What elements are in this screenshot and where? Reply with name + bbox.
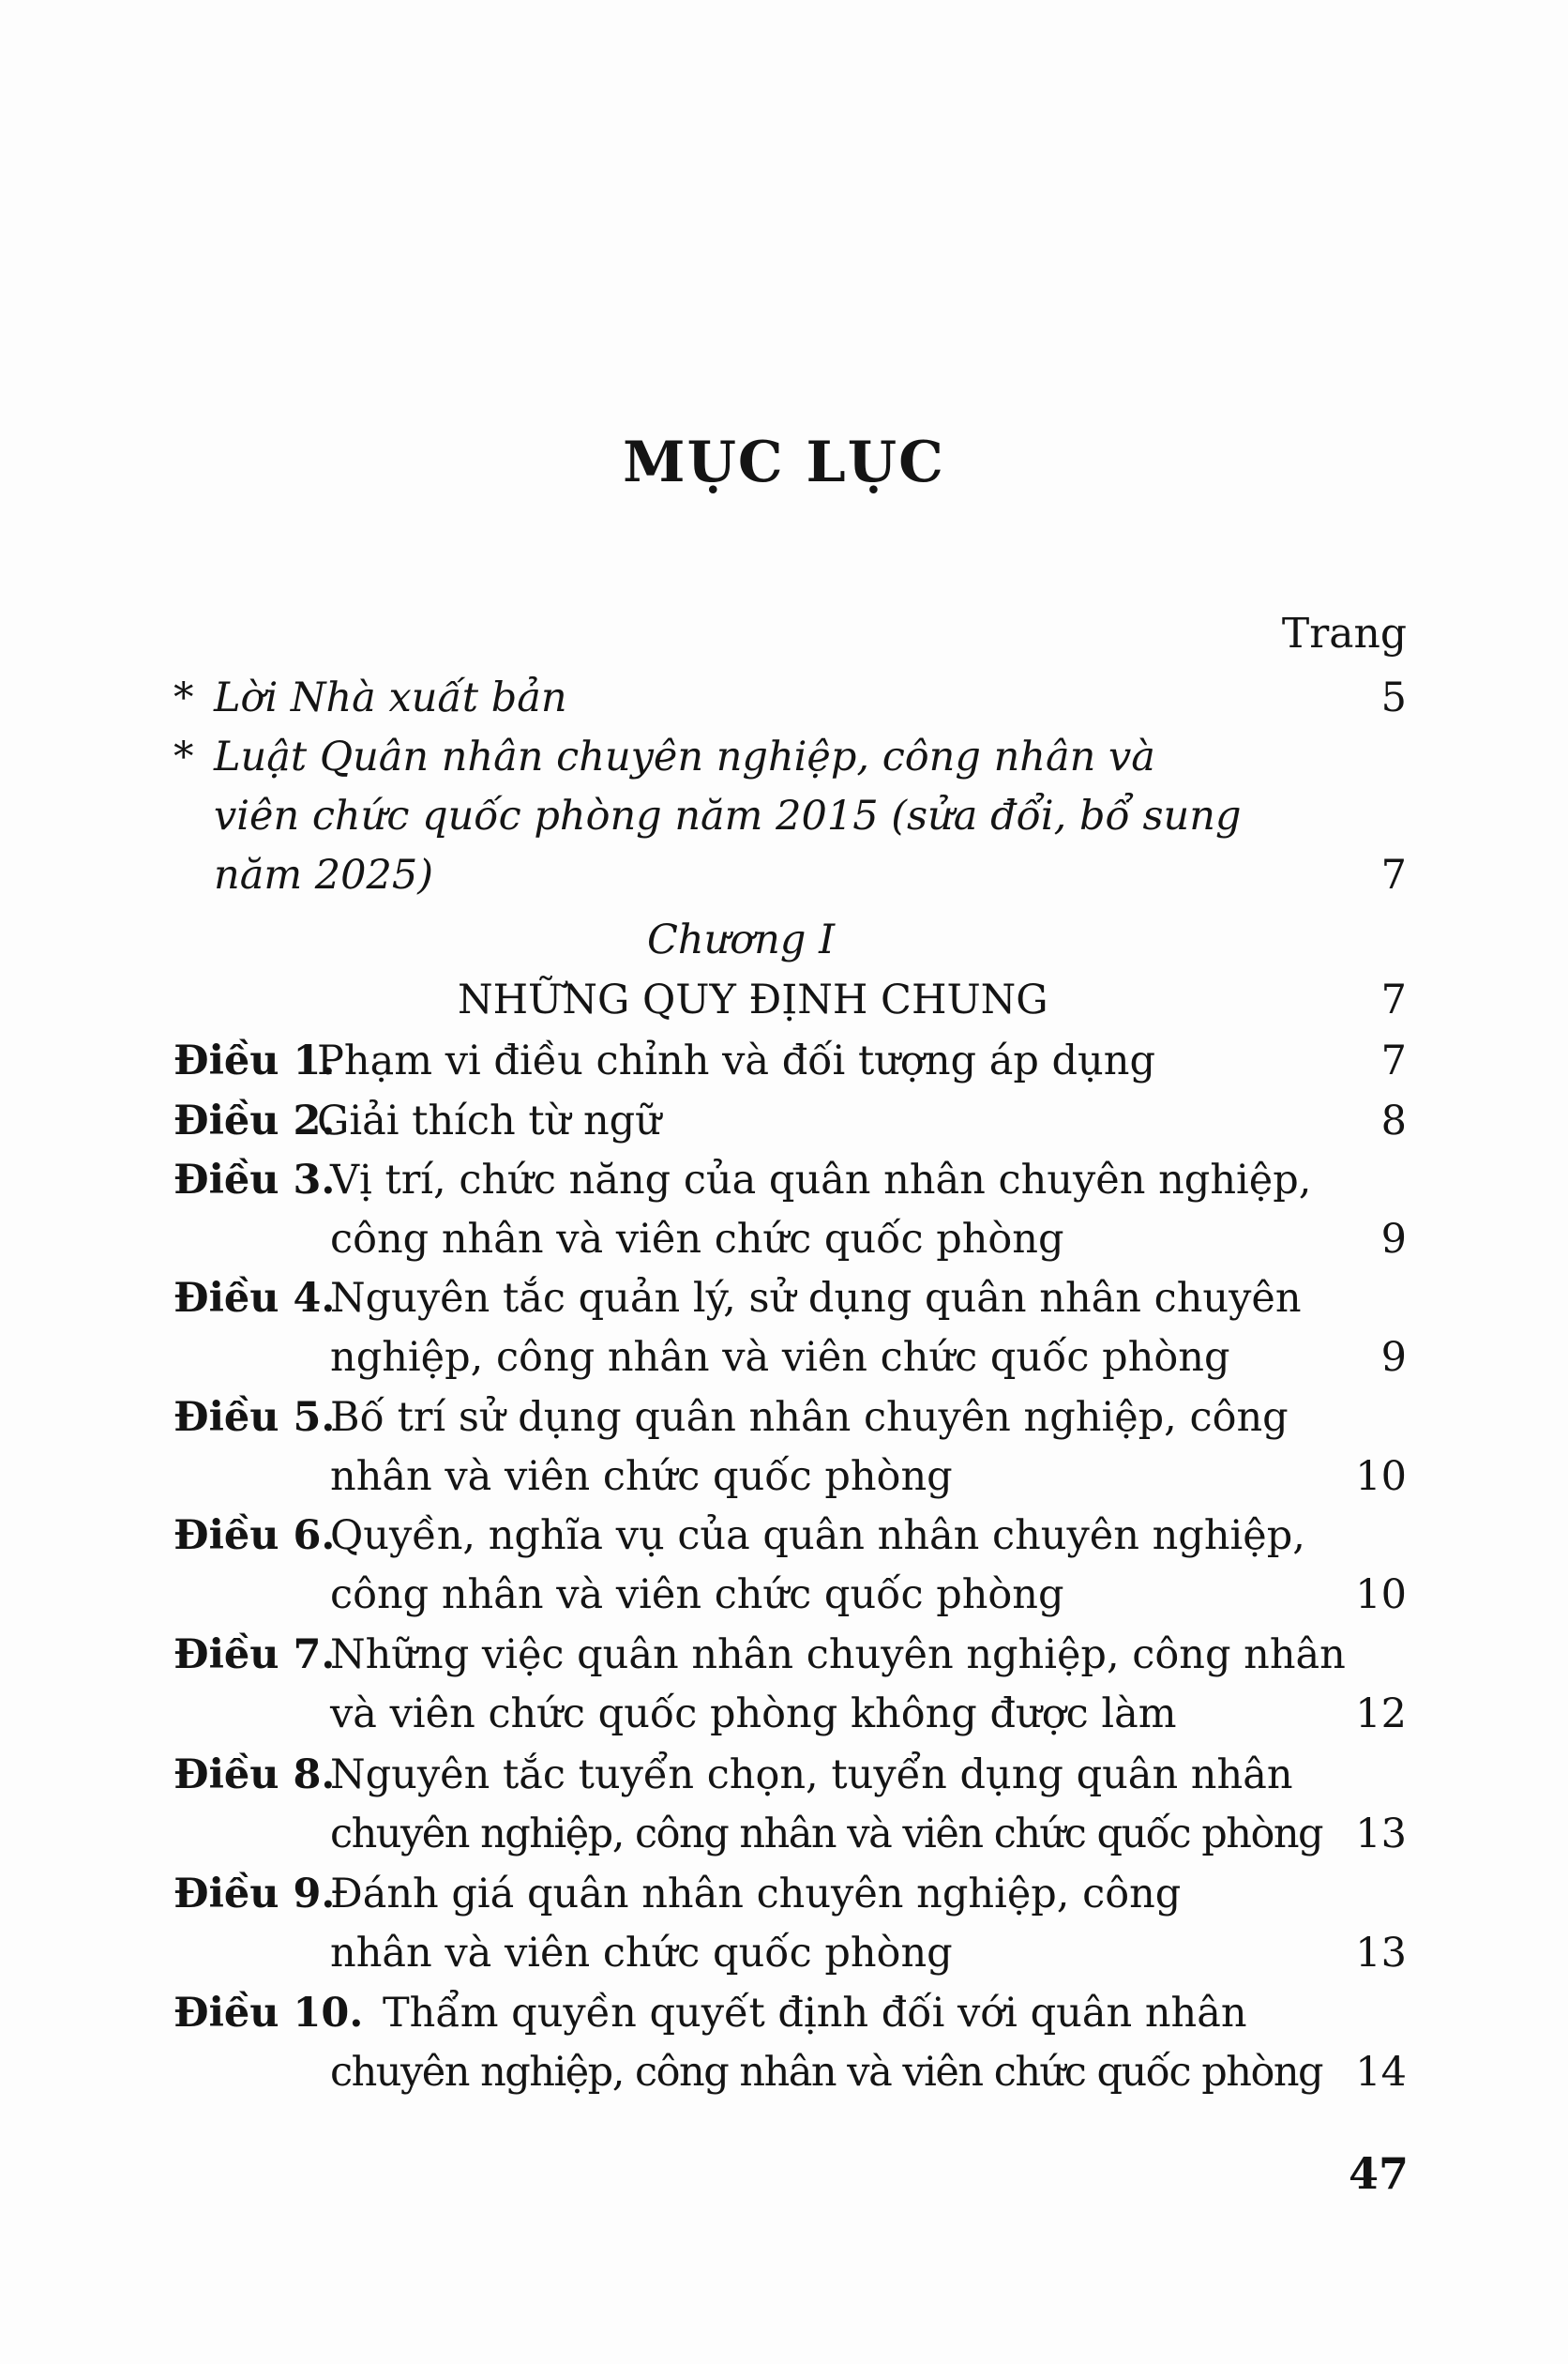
article-label: Điều 7. [173, 1631, 336, 1678]
page-number: 47 [1348, 2148, 1409, 2199]
toc-entry-article-3-line-2 [0, 1209, 1568, 1269]
toc-entry-publisher-note[interactable] [0, 668, 1568, 728]
toc-entry-article-8[interactable] [0, 1745, 1568, 1805]
entry-page: 10 [1355, 1453, 1407, 1500]
entry-text: viên chức quốc phòng năm 2015 (sửa đổi, bổ sung [214, 793, 1242, 840]
entry-text: Nguyên tắc tuyển chọn, tuyển dụng quân nhân [330, 1751, 1293, 1798]
toc-entry-article-9[interactable] [0, 1864, 1568, 1924]
article-label: Điều 6. [173, 1512, 336, 1559]
toc-entry-article-6[interactable] [0, 1506, 1568, 1566]
toc-entry-chapter[interactable] [0, 970, 1568, 1030]
toc-entry-article-7[interactable] [0, 1625, 1568, 1685]
entry-page: 13 [1355, 1930, 1407, 1977]
bleed-through-decoration [122, 141, 1014, 268]
toc-entry-article-1[interactable] [0, 1031, 1568, 1091]
article-label: Điều 4. [173, 1275, 336, 1322]
entry-page: 7 [1380, 1038, 1407, 1084]
entry-text: Luật Quân nhân chuyên nghiệp, công nhân và [214, 734, 1155, 780]
entry-text: nghiệp, công nhân và viên chức quốc phòng [330, 1334, 1230, 1381]
toc-entry-article-10-line-2 [0, 2042, 1568, 2102]
entry-text: Những việc quân nhân chuyên nghiệp, công nhân [330, 1631, 1346, 1678]
toc-entry-article-7-line-2 [0, 1684, 1568, 1744]
entry-text: chuyên nghiệp, công nhân và viên chức quốc phòng [330, 1811, 1323, 1857]
article-label: Điều 8. [173, 1751, 336, 1798]
entry-text: Giải thích từ ngữ [317, 1098, 661, 1144]
entry-text: và viên chức quốc phòng không được làm [330, 1690, 1177, 1737]
toc-entry-article-6-line-2 [0, 1565, 1568, 1625]
article-label: Điều 1. [173, 1038, 336, 1084]
chapter-title: NHỮNG QUY ĐỊNH CHUNG [458, 977, 1048, 1023]
entry-text: công nhân và viên chức quốc phòng [330, 1216, 1064, 1263]
entry-text: Phạm vi điều chỉnh và đối tượng áp dụng [317, 1038, 1155, 1084]
article-label: Điều 2. [173, 1098, 336, 1144]
entry-text: nhân và viên chức quốc phòng [330, 1930, 953, 1977]
toc-entry-article-9-line-2 [0, 1923, 1568, 1983]
entry-page: 8 [1380, 1098, 1407, 1144]
entry-page: 13 [1355, 1811, 1407, 1857]
entry-text: Bố trí sử dụng quân nhân chuyên nghiệp, công [330, 1394, 1289, 1441]
toc-entry-law[interactable] [0, 727, 1568, 787]
bullet: * [173, 674, 194, 721]
entry-page: 12 [1355, 1690, 1407, 1737]
entry-text: nhân và viên chức quốc phòng [330, 1453, 953, 1500]
entry-page: 9 [1380, 1334, 1407, 1381]
page-title: MỤC LỤC [623, 430, 945, 495]
toc-entry-article-2[interactable] [0, 1091, 1568, 1151]
toc-entry-law-line-2 [0, 786, 1568, 846]
entry-text: công nhân và viên chức quốc phòng [330, 1571, 1064, 1618]
toc-entry-article-4[interactable] [0, 1268, 1568, 1328]
page-column-header: Trang [1281, 610, 1407, 658]
toc-entry-article-3[interactable] [0, 1150, 1568, 1210]
article-label: Điều 9. [173, 1871, 336, 1917]
toc-entry-law-line-3 [0, 845, 1568, 905]
entry-page: 5 [1380, 674, 1407, 721]
entry-text: chuyên nghiệp, công nhân và viên chức quốc phòng [330, 2049, 1323, 2096]
article-label: Điều 5. [173, 1394, 336, 1441]
entry-page: 10 [1355, 1571, 1407, 1618]
toc-entry-article-5-line-2 [0, 1447, 1568, 1507]
entry-text: Đánh giá quân nhân chuyên nghiệp, công [330, 1871, 1182, 1917]
toc-entry-article-10[interactable] [0, 1983, 1568, 2043]
toc-entry-article-8-line-2 [0, 1804, 1568, 1864]
entry-text: Vị trí, chức năng của quân nhân chuyên nghiệp, [330, 1157, 1312, 1204]
entry-text: năm 2025) [214, 852, 433, 899]
article-label: Điều 3. [173, 1157, 336, 1204]
chapter-label-row [0, 910, 1568, 970]
entry-text: Lời Nhà xuất bản [214, 674, 567, 721]
entry-text: Quyền, nghĩa vụ của quân nhân chuyên nghiệp, [330, 1512, 1305, 1559]
article-label: Điều 10. [173, 1990, 364, 2037]
bullet: * [173, 734, 194, 780]
toc-entry-article-4-line-2 [0, 1327, 1568, 1387]
entry-text: Nguyên tắc quản lý, sử dụng quân nhân chuyên [330, 1275, 1302, 1322]
entry-text: Thẩm quyền quyết định đối với quân nhân [383, 1990, 1247, 2037]
entry-page: 14 [1355, 2049, 1407, 2096]
entry-page: 9 [1380, 1216, 1407, 1263]
entry-page: 7 [1380, 852, 1407, 899]
chapter-label: Chương I [647, 917, 836, 963]
entry-page: 7 [1380, 977, 1407, 1023]
toc-entry-article-5[interactable] [0, 1387, 1568, 1447]
